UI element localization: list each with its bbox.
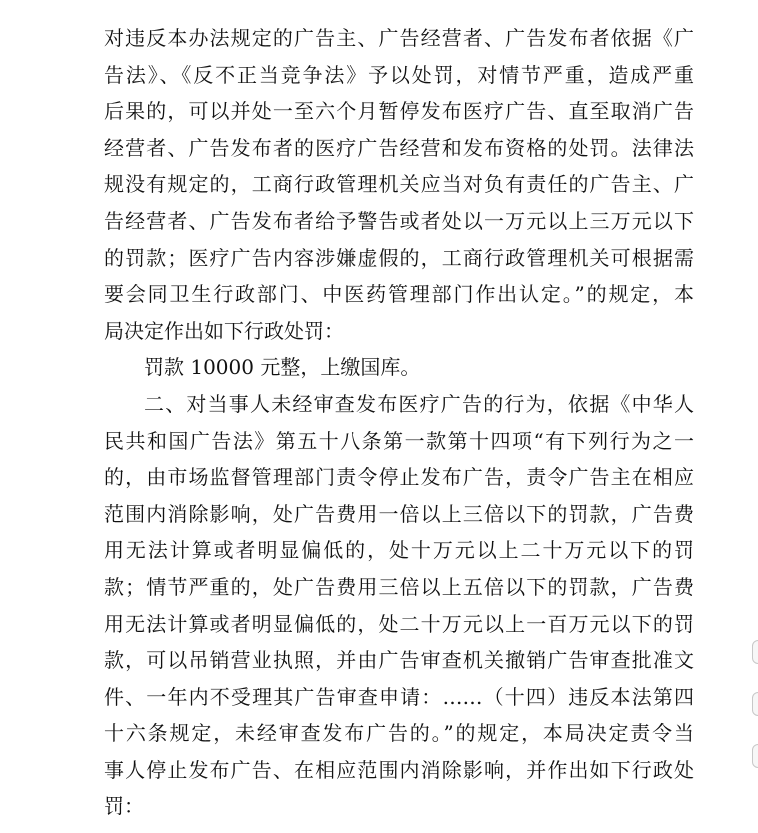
text-line: 规没有规定的，工商行政管理机关应当对负有责任的广告主、广 [104,172,694,197]
text-line: 告法》、《反不正当竞争法》予以处罚，对情节严重，造成严重 [104,62,694,87]
text-line: 范围内消除影响，处广告费用一倍以上三倍以下的罚款，广告费 [104,501,694,526]
text-line: 的，由市场监督管理部门责令停止发布广告，责令广告主在相应 [104,465,694,490]
text-line: 用无法计算或者明显偏低的，处十万元以上二十万元以下的罚 [104,538,694,563]
text-line: 后果的，可以并处一至六个月暂停发布医疗广告、直至取消广告 [104,99,694,124]
penalty-line: 罚款 10000 元整，上缴国库。 [144,355,421,380]
edge-mark [752,692,758,716]
text-line: 件、一年内不受理其广告审查申请：……（十四）违反本法第四 [104,684,694,709]
page-edge-artifacts [746,640,758,790]
text-line: 告经营者、广告发布者给予警告或者处以一万元以上三万元以下 [104,208,694,233]
edge-mark [752,744,758,768]
text-line: 罚： [104,794,144,819]
document-body [104,20,694,825]
text-line: 款；情节严重的，处广告费用三倍以上五倍以下的罚款，广告费 [104,574,694,599]
edge-mark [752,640,758,664]
text-line: 局决定作出如下行政处罚： [104,318,344,343]
text-line: 事人停止发布广告、在相应范围内消除影响，并作出如下行政处 [104,757,694,782]
text-line: 要会同卫生行政部门、中医药管理部门作出认定。”的规定，本 [104,282,694,307]
text-line: 十六条规定，未经审查发布广告的。”的规定，本局决定责令当 [104,721,694,746]
text-line: 用无法计算或者明显偏低的，处二十万元以上一百万元以下的罚 [104,611,694,636]
text-line: 民共和国广告法》第五十八条第一款第十四项“有下列行为之一 [104,428,694,453]
text-line: 款，可以吊销营业执照，并由广告审查机关撤销广告审查批准文 [104,648,694,673]
text-line: 经营者、广告发布者的医疗广告经营和发布资格的处罚。法律法 [104,135,694,160]
text-line: 的罚款；医疗广告内容涉嫌虚假的，工商行政管理机关可根据需 [104,245,694,270]
text-line: 对违反本办法规定的广告主、广告经营者、广告发布者依据《广 [104,26,694,50]
paragraph-start-line: 二、对当事人未经审查发布医疗广告的行为，依据《中华人 [144,391,694,416]
